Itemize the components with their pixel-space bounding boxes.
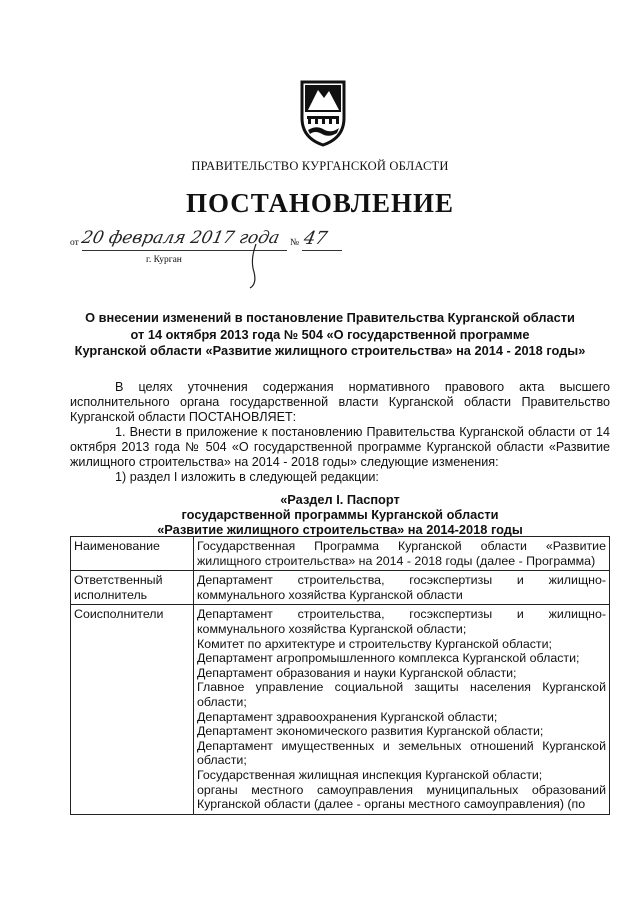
row-value-line: Департамент имущественных и земельных отношений Курганской области; (197, 738, 606, 768)
row-value-line: Комитет по архитектуре и строительству Курганской области; (197, 636, 552, 651)
table-row (71, 571, 610, 605)
row-value-line: Главное управление социальной защиты населения Курганской области; (197, 680, 606, 709)
table-row (71, 537, 610, 571)
section-heading-line-1: «Раздел I. Паспорт (280, 492, 400, 507)
table-row (71, 605, 610, 814)
government-name: ПРАВИТЕЛЬСТВО КУРГАНСКОЙ ОБЛАСТИ (191, 159, 449, 173)
handwritten-flourish (230, 242, 290, 290)
row-value-line: Государственная жилищная инспекция Курганской области; (197, 767, 543, 782)
body-paragraph-2: 1. Внести в приложение к постановлению Правительства Курганской области от 14 октября 2013 года № 504 «О государственной программе Курганской области «Развитие жилищного строительства» на 2014 - 2018 годы» следующие изменения: (70, 425, 610, 469)
body-paragraph-1: В целях уточнения содержания нормативного правового акта высшего исполнительного органа государственной власти Курганской области Правительство Курганской области ПОСТАНОВЛЯЕТ: (70, 380, 610, 424)
number-prefix: № (290, 238, 300, 248)
row-value-line: Департамент образования и науки Курганской области; (197, 665, 517, 680)
row-value-line: Департамент экономического развития Курганской области; (197, 724, 544, 739)
city-label: г. Курган (146, 255, 182, 265)
row-value (194, 605, 610, 814)
document-body (70, 380, 610, 485)
subject-line-2: от 14 октября 2013 года № 504 «О государственной программе (130, 326, 530, 342)
program-passport-table (70, 536, 610, 815)
row-value (194, 571, 610, 605)
subject-line-3: Курганской области «Развитие жилищного строительства» на 2014 - 2018 годы» (74, 343, 586, 358)
row-value (194, 537, 610, 571)
date-number-line (70, 228, 390, 288)
subject-line-1: О внесении изменений в постановление Правительства Курганской области (85, 310, 575, 325)
section-heading-line-3: «Развитие жилищного строительства» на 2014-2018 годы (157, 522, 523, 537)
row-label: Наименование (71, 537, 194, 571)
handwritten-date: 20 февраля 2017 года (79, 228, 282, 248)
section-heading (70, 492, 610, 537)
number-underline (302, 250, 342, 251)
row-value-line: Департамент агропромышленного комплекса Курганской области; (197, 651, 580, 666)
body-paragraph-3: 1) раздел I изложить в следующей редакции: (115, 470, 379, 484)
row-label: Ответственный исполнитель (71, 571, 194, 605)
row-value-line: Департамент строительства, госэкспертизы и жилищно-коммунального хозяйства Курганской области; (197, 607, 606, 636)
kurgan-coat-of-arms-icon (296, 78, 350, 148)
handwritten-number: 47 (301, 228, 330, 249)
section-heading-line-2: государственной программы Курганской области (181, 507, 499, 522)
date-prefix: от (70, 238, 79, 248)
row-value-line: Государственная Программа Курганской области «Развитие жилищного строительства» на 2014 - 2018 годы (далее - Программа) (197, 539, 606, 568)
row-value-line: органы местного самоуправления муниципальных образований Курганской области (далее - органы местного самоуправления) (по (197, 782, 606, 812)
row-value-line: Департамент строительства, госэкспертизы и жилищно-коммунального хозяйства Курганской области (197, 573, 606, 602)
row-value-line: Департамент здравоохранения Курганской области; (197, 709, 498, 724)
row-label: Соисполнители (71, 605, 194, 814)
document-subject (60, 310, 600, 360)
document-type-title: ПОСТАНОВЛЕНИЕ (185, 188, 455, 218)
